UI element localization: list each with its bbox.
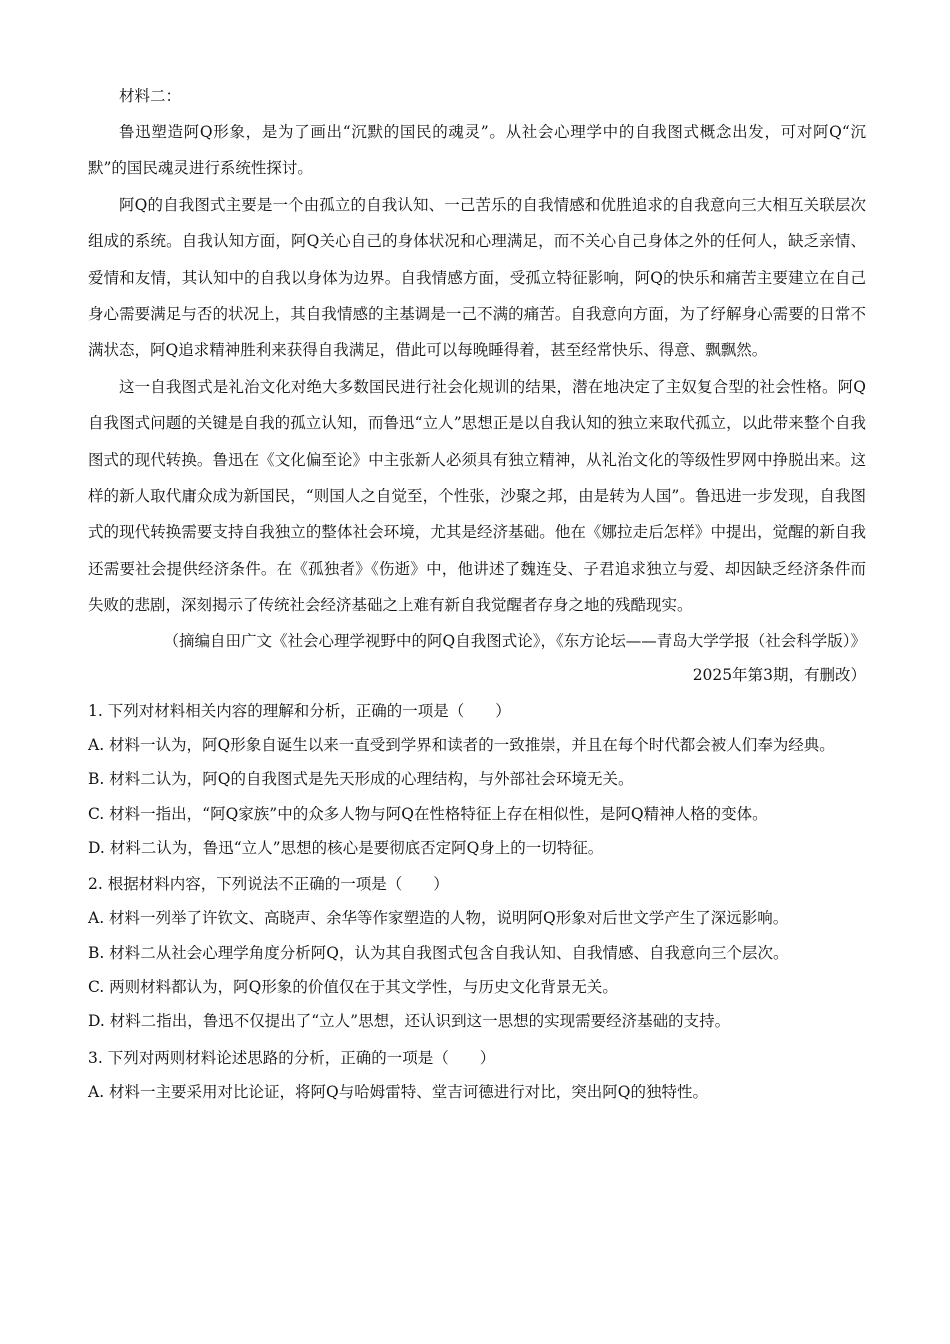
option-d: D. 材料二指出，鲁迅不仅提出了“立人”思想，还认识到这一思想的实现需要经济基础的支持。: [88, 1012, 731, 1031]
question-stem: 3. 下列对两则材料论述思路的分析，正确的一项是（ ）: [88, 1048, 496, 1067]
option-d: D. 材料二认为，鲁迅“立人”思想的核心是要彻底否定阿Q身上的一切特征。: [88, 838, 604, 857]
option-c: C. 材料一指出，“阿Q家族”中的众多人物与阿Q在性格特征上存在相似性，是阿Q精神人格的变体。: [88, 804, 768, 823]
option-b: B. 材料二从社会心理学角度分析阿Q，认为其自我图式包含自我认知、自我情感、自我意向三个层次。: [88, 943, 789, 962]
option-a: A. 材料一认为，阿Q形象自诞生以来一直受到学界和读者的一致推崇，并且在每个时代都会被人们奉为经典。: [88, 735, 835, 754]
document-page: [88, 78, 866, 1109]
option-a: A. 材料一主要采用对比论证，将阿Q与哈姆雷特、堂吉诃德进行对比，突出阿Q的独特性。: [88, 1082, 708, 1101]
question-1: [88, 694, 866, 865]
option-b: B. 材料二认为，阿Q的自我图式是先天形成的心理结构，与外部社会环境无关。: [88, 770, 634, 789]
question-stem: 2. 根据材料内容，下列说法不正确的一项是（ ）: [88, 875, 449, 894]
question-stem: 1. 下列对材料相关内容的理解和分析，正确的一项是（ ）: [88, 701, 511, 720]
material-heading: 材料二：: [119, 87, 182, 105]
material-paragraph-2: 阿Q的自我图式主要是一个由孤立的自我认知、一己苦乐的自我情感和优胜追求的自我意向三大相互关联层次组成的系统。自我认知方面，阿Q关心自己的身体状况和心理满足，而不关心自己身体之外的任何人，缺乏亲情、爱情和友情，其认知中的自我以身体为边界。自我情感方面，受孤立特征影响，阿Q的快乐和痛苦主要建立在自己身心需要满足与否的状况上，其自我情感的主基调是一己不满的痛苦。自我意向方面，为了纾解身心需要的日常不满状态，阿Q追求精神胜利来获得自我满足，借此可以每晚睡得着，甚至经常快乐、得意、飘飘然。: [88, 195, 866, 360]
material-paragraph-3: 这一自我图式是礼治文化对绝大多数国民进行社会化规训的结果，潜在地决定了主奴复合型的社会性格。阿Q自我图式问题的关键是自我的孤立认知，而鲁迅“立人”思想正是以自我认知的独立来取代孤立，以此带来整个自我图式的现代转换。鲁迅在《文化偏至论》中主张新人必须具有独立精神，从礼治文化的等级性罗网中挣脱出来。这样的新人取代庸众成为新国民，“则国人之自觉至，个性张，沙聚之邦，由是转为人国”。鲁迅进一步发现，自我图式的现代转换需要支持自我独立的整体社会环境，尤其是经济基础。他在《娜拉走后怎样》中提出，觉醒的新自我还需要社会提供经济条件。在《孤独者》《伤逝》中，他讲述了魏连殳、子君追求独立与爱、却因缺乏经济条件而失败的悲剧，深刻揭示了传统社会经济基础之上难有新自我觉醒者存身之地的残酷现实。: [88, 377, 866, 615]
option-c: C. 两则材料都认为，阿Q形象的价值仅在于其文学性，与历史文化背景无关。: [88, 978, 618, 997]
option-a: A. 材料一列举了许钦文、高晓声、余华等作家塑造的人物，说明阿Q形象对后世文学产生了深远影响。: [88, 909, 789, 928]
material-paragraph-1: 鲁迅塑造阿Q形象，是为了画出“沉默的国民的魂灵”。从社会心理学中的自我图式概念出发，可对阿Q“沉默”的国民魂灵进行系统性探讨。: [88, 123, 866, 178]
question-3: [88, 1041, 866, 1110]
material-source: （摘编自田广文《社会心理学视野中的阿Q自我图式论》，《东方论坛——青岛大学学报（社会科学版）》2025年第3期，有删改）: [163, 631, 866, 684]
question-2: [88, 867, 866, 1038]
